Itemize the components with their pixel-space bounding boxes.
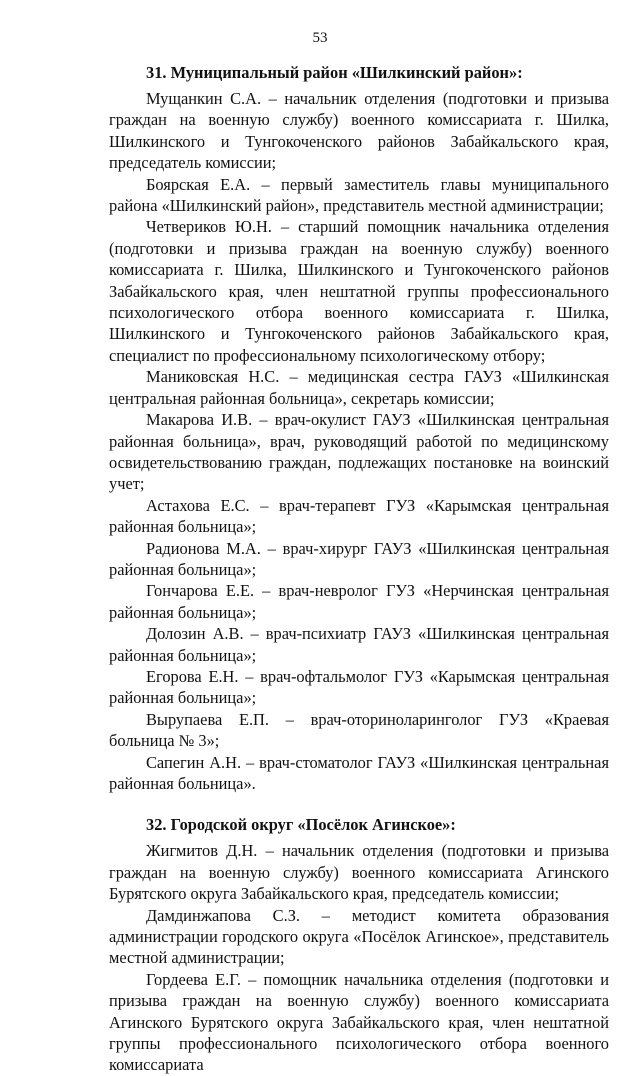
list-item: Долозин А.В. – врач-психиатр ГАУЗ «Шилкинская центральная районная больница»; [109, 624, 609, 665]
list-item: Гордеева Е.Г. – помощник начальника отделения (подготовки и призыва граждан на военную службу) военного комиссариата Агинского Бурятского округа Забайкальского края, член нештатной группы профессионального психологического отбора военного комиссариата [109, 969, 609, 1075]
section-heading: 31. Муниципальный район «Шилкинский район»: [146, 63, 523, 82]
list-item: Мущанкин С.А. – начальник отделения (подготовки и призыва граждан на военную службу) военного комиссариата г. Шилка, Шилкинского и Тунгокоченского районов Забайкальского края, председатель комиссии; [109, 89, 609, 173]
section-heading: 32. Городской округ «Посёлок Агинское»: [146, 815, 456, 835]
list-item: Макарова И.В. – врач-окулист ГАУЗ «Шилкинская центральная районная больница», врач, руководящий работой по медицинскому освидетельствованию граждан, подлежащих постановке на воинский учет; [109, 410, 609, 494]
list-item: Вырупаева Е.П. – врач-оториноларинголог ГУЗ «Краевая больница № 3»; [109, 709, 609, 751]
list-item: Боярская Е.А. – первый заместитель главы муниципального района «Шилкинский район», представитель местной администрации; [109, 174, 609, 216]
list-item: Сапегин А.Н. – врач-стоматолог ГАУЗ «Шилкинская центральная районная больница». [109, 752, 609, 793]
document-body [109, 62, 609, 1076]
list-item: Егорова Е.Н. – врач-офтальмолог ГУЗ «Карымская центральная районная больница»; [109, 666, 609, 708]
list-item: Астахова Е.С. – врач-терапевт ГУЗ «Карымская центральная районная больница»; [109, 495, 609, 537]
page-number: 53 [312, 30, 328, 46]
list-item: Радионова М.А. – врач-хирург ГАУЗ «Шилкинская центральная районная больница»; [109, 538, 609, 579]
list-item: Гончарова Е.Е. – врач-невролог ГУЗ «Нерчинская центральная районная больница»; [109, 581, 609, 622]
list-item: Дамдинжапова С.З. – методист комитета образования администрации городского округа «Посёлок Агинское», представитель местной администрации; [109, 905, 609, 968]
list-item: Жигмитов Д.Н. – начальник отделения (подготовки и призыва граждан на военную службу) военного комиссариата Агинского Бурятского округа Забайкальского края, председатель комиссии; [109, 841, 609, 904]
list-item: Четвериков Ю.Н. – старший помощник начальника отделения (подготовки и призыва граждан на военную службу) военного комиссариата г. Шилка, Шилкинского и Тунгокоченского районов Забайкальского края, член нештатной группы профессионального психологического отбора военного комиссариата г. Шилка, Шилкинского и Тунгокоченского районов Забайкальского края, специалист по профессиональному психологическому отбору; [109, 217, 609, 365]
list-item: Маниковская Н.С. – медицинская сестра ГАУЗ «Шилкинская центральная районная больница», секретарь комиссии; [109, 367, 609, 408]
